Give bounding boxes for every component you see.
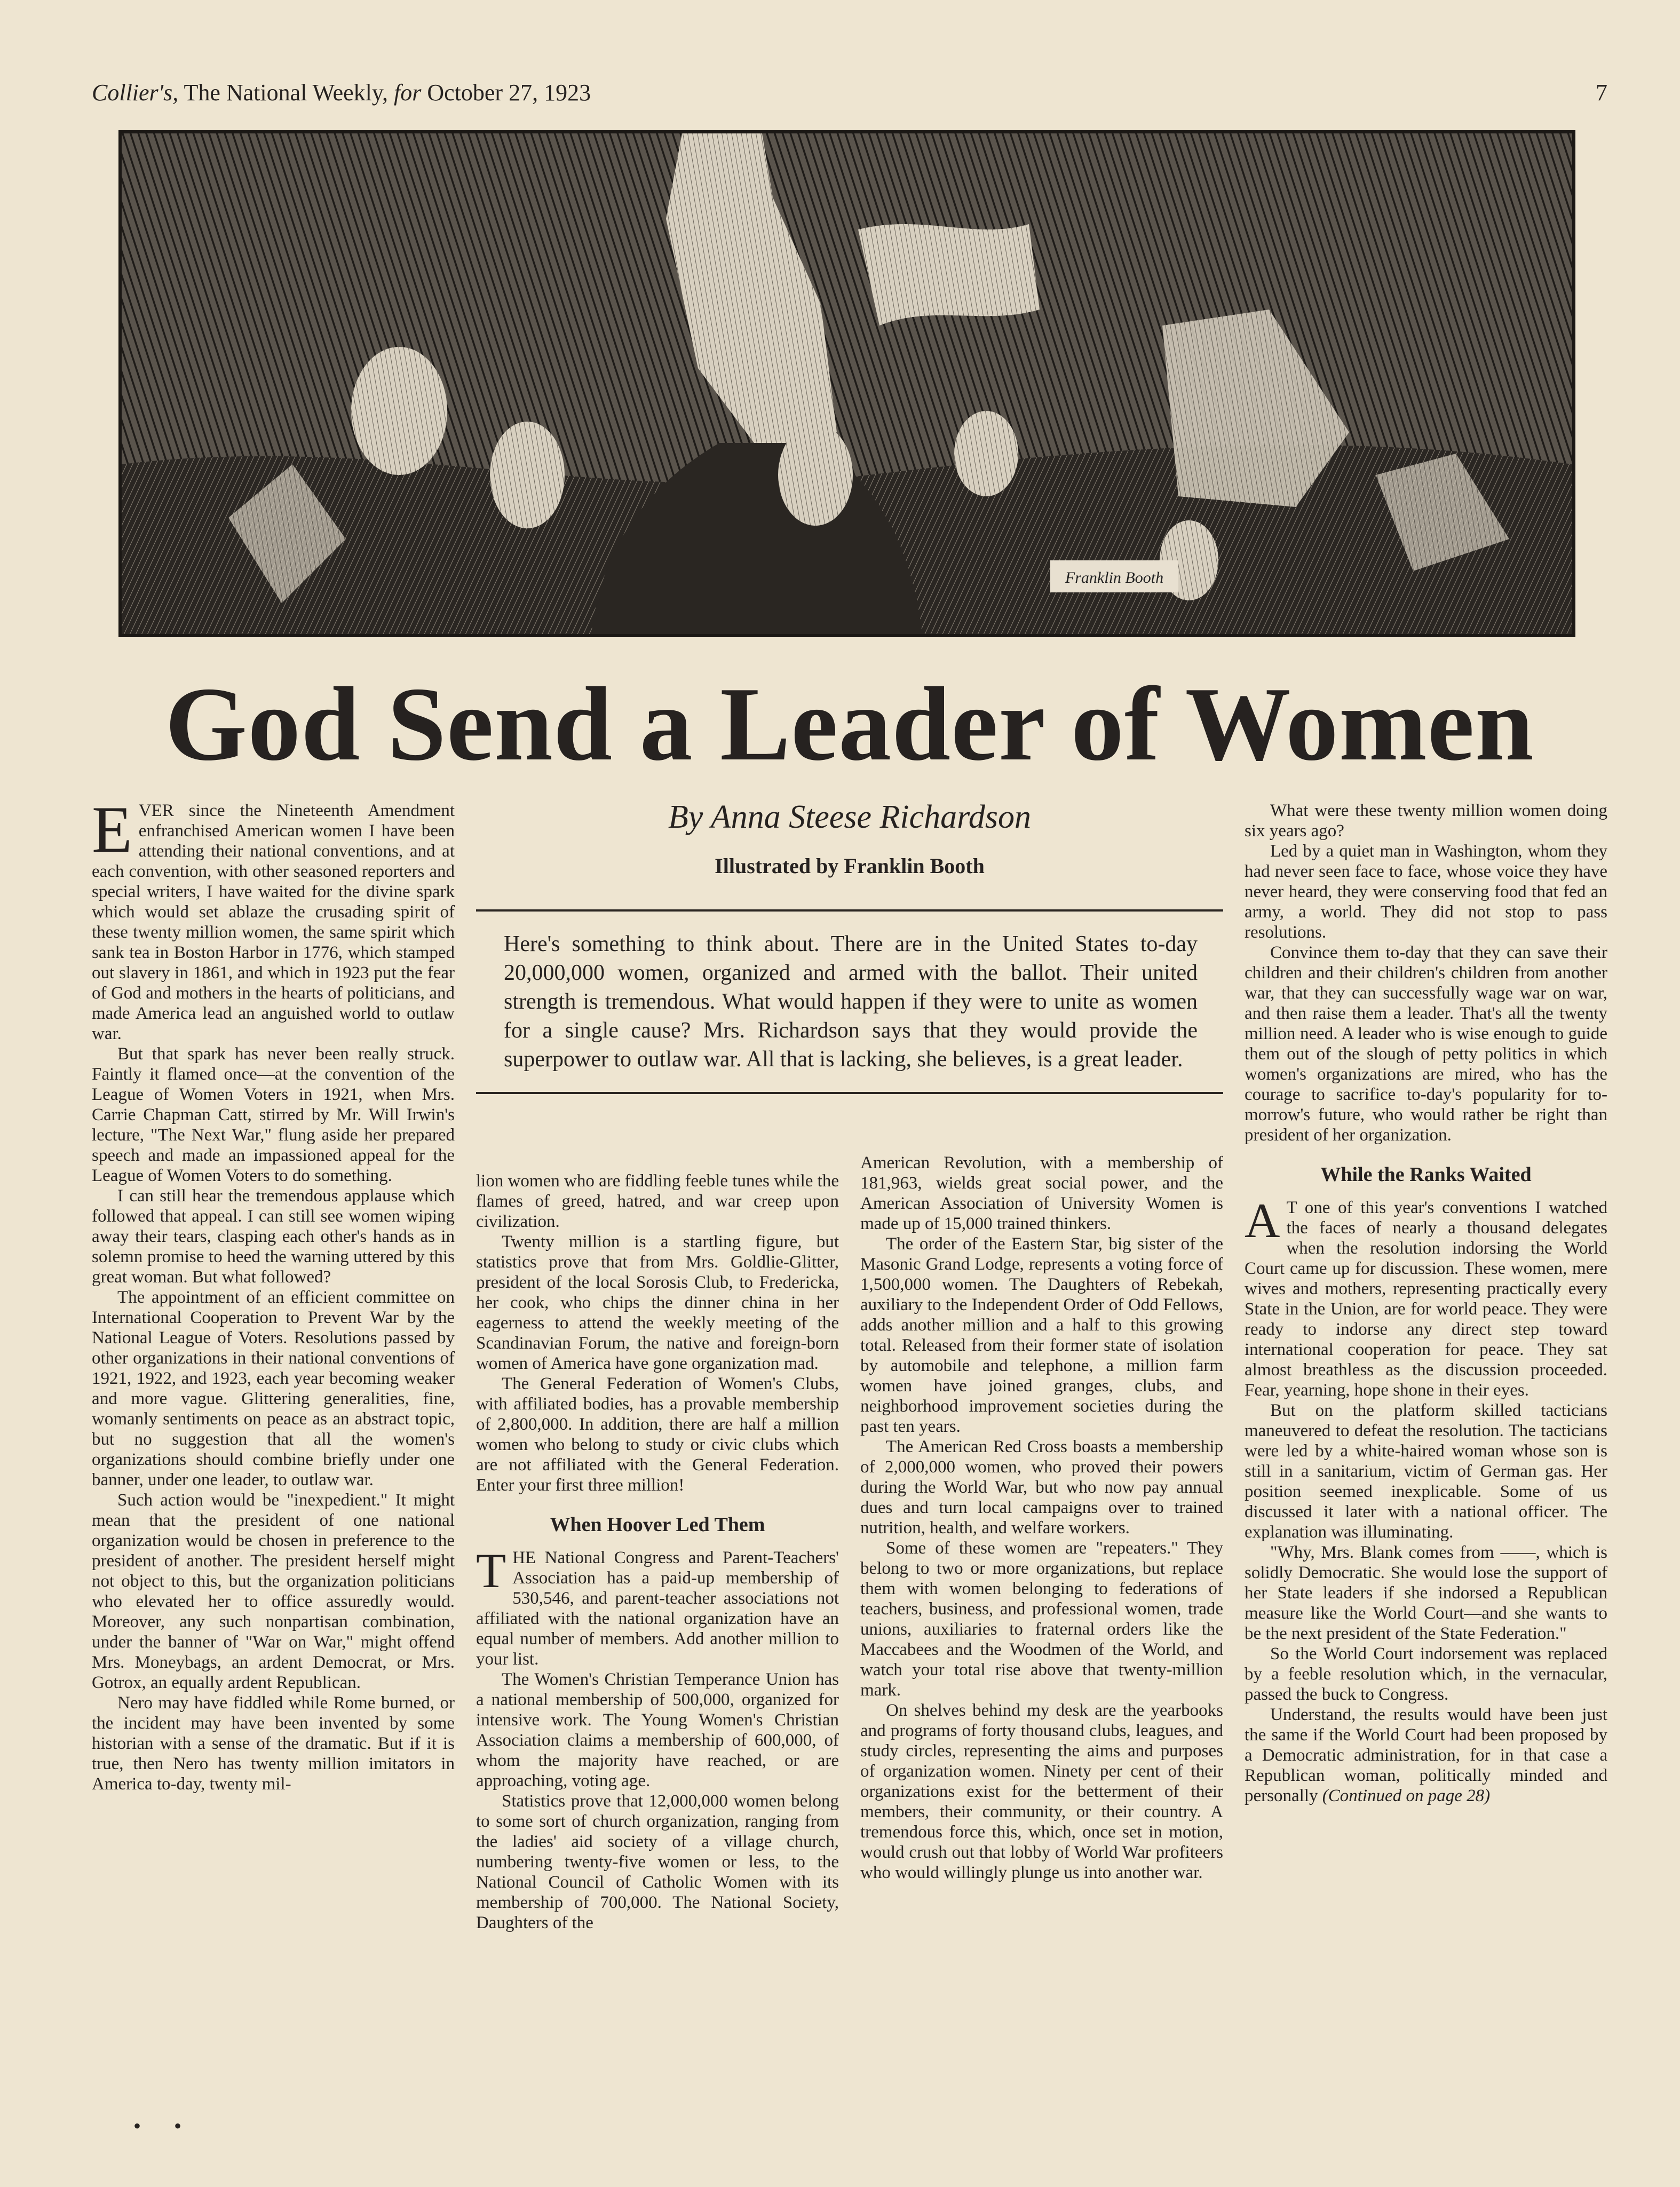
column-4: [1245, 801, 1607, 1806]
paragraph: But on the platform skilled tacticians maneuvered to defeat the resolution. The tacticians were led by a white-haired woman whose son is still in a sanitarium, victim of German gas. Her position seemed inexplicable. Some of us discussed it later with a national officer. The explanation was illuminating.: [1245, 1401, 1607, 1542]
paragraph-text: T one of this year's conventions I watched the faces of nearly a thousand delegates when the resolution indorsing the World Court came up for discussion. These women, mere wives and mothers, representing practically every State in the Union, are for world peace. They were ready to indorse any direct step toward international cooperation for peace. They sat almost breathless as the discussion proceeded. Fear, yearning, hope shone in their eyes.: [1245, 1198, 1607, 1400]
weekly-label: The National Weekly,: [184, 80, 388, 106]
header-illustration: [118, 130, 1575, 637]
paragraph: What were these twenty million women doing six years ago?: [1245, 801, 1607, 841]
paragraph: The American Red Cross boasts a membership of 2,000,000 women, who proved their powers during the World War, but who now pay annual dues and turn local campaigns over to trained nutrition, health, and welfare workers.: [860, 1437, 1223, 1538]
subhead: While the Ranks Waited: [1320, 1163, 1532, 1186]
paragraph-text: VER since the Nineteenth Amendment enfranchised American women I have been attending their national conventions, and at each convention, with other seasoned reporters and special writers, I have waited for the divine spark which would set ablaze the crusading spirit of these twenty million women, the same spirit which sank tea in Boston Harbor in 1776, which stamped out slavery in 1861, and which in 1923 put the fear of God and mothers in the hearts of politicians, and made America lead an anguished world to outlaw war.: [92, 801, 455, 1043]
article-headline: God Send a Leader of Women: [165, 665, 1534, 782]
drop-cap: A: [1245, 1193, 1280, 1248]
paragraph: Statistics prove that 12,000,000 women belong to some sort of church organization, ranging from the ladies' aid society of a village church, numbering twenty-five women or less, to the National Council of Catholic Women with its membership of 700,000. The National Society, Daughters of the: [476, 1792, 839, 1932]
footer-marks: • •: [133, 2114, 196, 2138]
paragraph: So the World Court indorsement was replaced by a feeble resolution which, in the vernacular, passed the buck to Congress.: [1245, 1644, 1607, 1704]
paragraph: "Why, Mrs. Blank comes from ——, which is solidly Democratic. She would lose the support of her State leaders if she indorsed a Republican measure like the World Court—and she wants to be the next president of the State Federation.": [1245, 1543, 1607, 1643]
drop-cap: T: [476, 1543, 506, 1598]
paragraph: [476, 1543, 839, 1669]
page-number: 7: [1596, 80, 1607, 106]
byline-block: [476, 798, 1223, 878]
magazine-name: Collier's,: [92, 80, 179, 106]
subhead: When Hoover Led Them: [550, 1514, 765, 1536]
paragraph: The appointment of an efficient committee on International Cooperation to Prevent War by the National League of Voters. Resolutions passed by other organizations in their national conventions of 1921, 1922, and 1923, each year becoming weaker and more vague. Glittering generalities, fine, womanly sentiments on peace as an abstract topic, but no suggestion that all the women's organizations should combine briefly under one banner, under one leader, to outlaw war.: [92, 1288, 455, 1489]
paragraph-text: HE National Congress and Parent-Teachers' Association has a paid-up membership of 530,546, and parent-teacher associations not affiliated with the national organization have an equal number of members. Add another million to your list.: [476, 1548, 839, 1669]
paragraph: Twenty million is a startling figure, but statistics prove that from Mrs. Goldlie-Glitter, president of the local Sorosis Club, to Fredericka, her cook, who chips the dinner china in her eagerness to attend the weekly meeting of the Scandinavian Forum, the native and foreign-born women of America have gone organization mad.: [476, 1232, 839, 1373]
paragraph: Convince them to-day that they can save their children and their children's children from another war, that they can successfully wage war on war, and then raise them a leader. That's all the twenty million need. A leader who is wise enough to guide them out of the slough of petty politics in which women's organizations are mired, who has the courage to sacrifice to-day's popularity for to-morrow's future, who would rather be right than president of her organization.: [1245, 943, 1607, 1145]
suffrage-parade-engraving-icon: [122, 133, 1572, 634]
running-head: [92, 79, 591, 106]
byline: By Anna Steese Richardson: [668, 799, 1032, 835]
page-header: [92, 79, 1607, 116]
column-3: [860, 1153, 1223, 1883]
column-1: [92, 793, 455, 1794]
illustrator-credit: Illustrated by Franklin Booth: [715, 854, 985, 878]
paragraph: [92, 793, 455, 1044]
paragraph: The General Federation of Women's Clubs, with affiliated bodies, has a provable membership of 2,800,000. In addition, there are half a million women who belong to study or civic clubs which are not affiliated with the General Federation. Enter your first three million!: [476, 1374, 839, 1495]
paragraph: lion women who are fiddling feeble tunes while the flames of greed, hatred, and war creep upon civilization.: [476, 1171, 839, 1231]
column-2: [476, 1171, 839, 1933]
paragraph: [1245, 1193, 1607, 1400]
paragraph: The Women's Christian Temperance Union has a national membership of 500,000, organized for intensive work. The Young Women's Christian Association claims a membership of 600,000, of whom the majority have reached, or are approaching, voting age.: [476, 1670, 839, 1790]
paragraph: But that spark has never been really struck. Faintly it flamed once—at the convention of the League of Women Voters in 1921, when Mrs. Carrie Chapman Catt, stirred by Mr. Will Irwin's lecture, "The Next War," flung aside her prepared speech and made an impassioned appeal for the League of Women Voters to do something.: [92, 1044, 455, 1185]
deck-summary: Here's something to think about. There are in the United States to-day 20,000,000 women, organized and armed with the ballot. Their united strength is tremendous. What would happen if they were to unite as women for a single cause? Mrs. Richardson says that they would provide the superpower to outlaw war. All that is lacking, she believes, is a great leader.: [476, 909, 1223, 1094]
paragraph: I can still hear the tremendous applause which followed that appeal. I can still see women wiping away their tears, clasping each other's hands as in solemn promise to heed the warning uttered by this great woman. But what followed?: [92, 1186, 455, 1287]
paragraph: Nero may have fiddled while Rome burned, or the incident may have been invented by some historian with a sense of the dramatic. But if it is true, then Nero has twenty million imitators in America to-day, twenty mil-: [92, 1693, 455, 1794]
paragraph-text: Understand, the results would have been just the same if the World Court had been proposed by a Democratic administration, for in that case a Republican woman, politically minded and personally: [1245, 1705, 1607, 1805]
for-word: for: [394, 80, 422, 106]
paragraph: [1245, 1705, 1607, 1806]
drop-cap: E: [92, 793, 132, 866]
artist-signature: Franklin Booth: [1065, 569, 1164, 587]
paragraph: Such action would be "inexpedient." It might mean that the president of one national organization would be chosen in preference to the president of another. The president herself might not object to this, but the organization politicians who elevated her to office assuredly would. Moreover, any such nonpartisan combination, under the banner of "War on War," might offend Mrs. Moneybags, an ardent Democrat, or Mrs. Gotrox, an equally ardent Republican.: [92, 1491, 455, 1692]
paragraph: American Revolution, with a membership of 181,963, wields great social power, and the American Association of University Women is made up of 15,000 trained thinkers.: [860, 1153, 1223, 1233]
paragraph: Some of these women are "repeaters." They belong to two or more organizations, but replace them with women belonging to federations of teachers, business, and professional women, trade unions, auxiliaries to fraternal orders like the Maccabees and the Woodmen of the World, and watch your total rise above that twenty-million mark.: [860, 1539, 1223, 1700]
paragraph: On shelves behind my desk are the yearbooks and programs of forty thousand clubs, leagues, and study circles, representing the aims and purposes of organization women. Ninety per cent of their organizations exist for the betterment of their members, their community, or their country. A tremendous force this, which, once set in motion, would crush out that lobby of World War profiteers who would willingly plunge us into another war.: [860, 1701, 1223, 1882]
issue-date: October 27, 1923: [427, 80, 591, 106]
continued-notice: (Continued on page 28): [1322, 1786, 1491, 1805]
paragraph: The order of the Eastern Star, big sister of the Masonic Grand Lodge, represents a voting force of 1,500,000 women. The Daughters of Rebekah, auxiliary to the Independent Order of Odd Fellows, adds another million and a half to this growing total. Released from their former state of isolation by automobile and telephone, a million farm women have joined granges, clubs, and neighborhood improvement societies during the past ten years.: [860, 1234, 1223, 1436]
paragraph: Led by a quiet man in Washington, whom they had never seen face to face, whose voice they have never heard, they were conserving food that fed an army, a world. They did not stop to pass resolutions.: [1245, 842, 1607, 942]
